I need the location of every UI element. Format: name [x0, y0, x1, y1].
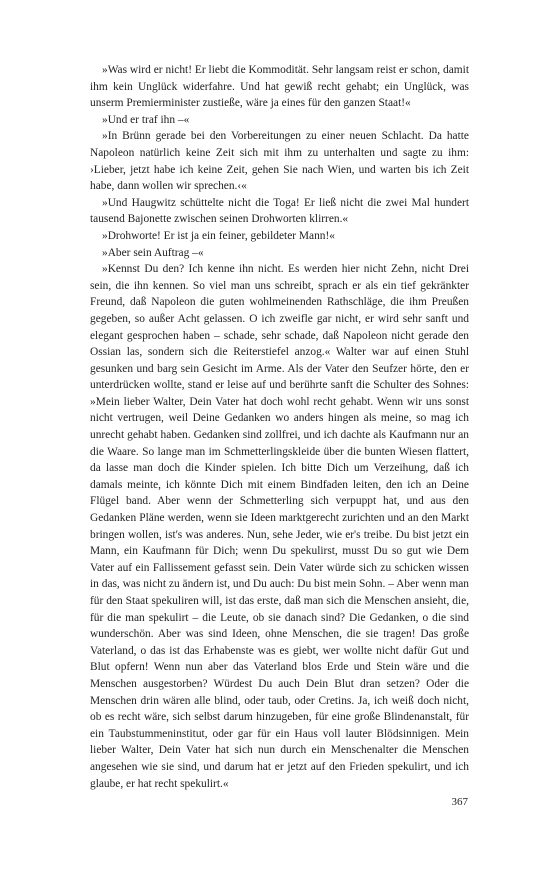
- paragraph: »Und er traf ihn –«: [102, 113, 190, 126]
- paragraph: »Drohworte! Er ist ja ein feiner, gebildeter Mann!«: [102, 229, 335, 242]
- paragraph: »Kennst Du den? Ich kenne ihn nicht. Es werden hier nicht Zehn, nicht Drei sein, die ihn kennen. So viel man uns schreibt, sprach er als ein tief gekränkter Freund, daß Napoleon die guten wohlmeinenden Rathschläge, die ihm Preußen gegeben, so außer Acht gelassen. O ich zweifle gar nicht, er wird sehr sanft und elegant gesprochen haben – schade, sehr schade, daß Napoleon nicht gerade den Ossian las, sondern sich die Reiterstiefel anzog.« Walter war auf einen Stuhl gesunken und barg sein Gesicht im Arme. Als der Vater den Seufzer hörte, den er unterdrücken wollte, stand er leise auf und berührte sanft die Schulter des Sohnes: »Mein lieber Walter, Dein Vater hat doch wohl recht gehabt. Wenn wir uns sonst nicht vertrugen, weil Deine Gedanken wo anders hingen als meine, so mag ich unrecht gehabt haben. Gedanken sind zollfrei, und ich dachte als Kaufmann nur an die Waare. So lange man im Schmetterlingskleide über die bunten Wiesen flattert, da lasse man doch die Kinder spielen. Ich bitte Dich um Verzeihung, daß ich damals meinte, ich könnte Dich mit einem Bindfaden leiten, den ich an Deine Flügel band. Aber wenn der Schmetterling sich verpuppt hat, und aus den Gedanken Pläne werden, wenn sie Ideen marktgerecht zurichten und an den Markt bringen wollen, ist's was anderes. Nun, sehe Jeder, wie er's treibe. Du bist jetzt ein Mann, ein Kaufmann für Dich; wenn Du spekulirst, musst Du so gut wie Dem Vater auf ein Fallissement gefasst sein. Dein Vater würde sich zu schicken wissen in das, was nicht zu ändern ist, und Du auch: Du bist mein Sohn. – Aber wenn man für den Staat spekuliren will, ist das erste, daß man sich die Menschen ansieht, die, für die man spekulirt – die Leute, ob sie danach sind? Die Gedanken, o die sind wunderschön. Aber was sind Ideen, ohne Menschen, die sie tragen! Das große Vaterland, o das ist das Erhabenste was es giebt, wer wollte nicht dafür Gut und Blut opfern! Wenn nun aber das Vaterland blos Erde und Stein wäre und die Menschen ausgestorben? Würdest Du auch Dein Blut dran setzen? Oder die Menschen drin wären alle blind, oder taub, oder Cretins. Ja, ich weiß doch nicht, ob es recht wäre, sich selbst darum hinzugeben, für eine große Blindenanstalt, für ein Taubstummeninstitut, oder gar für ein Haus voll lauter Blödsinnigen. Mein lieber Walter, Dein Vater hat sich nun durch ein Menschenalter die Menschen angesehen wie sie sind, und darum hat er jetzt auf den Frieden spekulirt, und ich glaube, er hat recht spekulirt.«: [90, 263, 469, 790]
- paragraph: »Und Haugwitz schüttelte nicht die Toga! Er ließ nicht die zwei Mal hundert tausend Bajonette zwischen seinen Drohworten klirren.«: [90, 196, 469, 226]
- paragraph: »Aber sein Auftrag –«: [102, 246, 204, 259]
- page-number: 367: [451, 796, 468, 808]
- paragraph: »In Brünn gerade bei den Vorbereitungen zu einer neuen Schlacht. Da hatte Napoleon natürlich keine Zeit sich mit ihm zu unterhalten und sagte zu ihm: ›Lieber, jetzt habe ich keine Zeit, gehen Sie nach Wien, und warten bis ich Zeit habe, dann wollen wir sprechen.‹«: [90, 130, 469, 193]
- body-text: [90, 62, 469, 792]
- paragraph: »Was wird er nicht! Er liebt die Kommodität. Sehr langsam reist er schon, damit ihm kein Unglück widerfahre. Und hat gewiß recht gehabt; ein Unglück, was unserm Premierminister zustieße, wäre ja eines für den ganzen Staat!«: [90, 64, 469, 110]
